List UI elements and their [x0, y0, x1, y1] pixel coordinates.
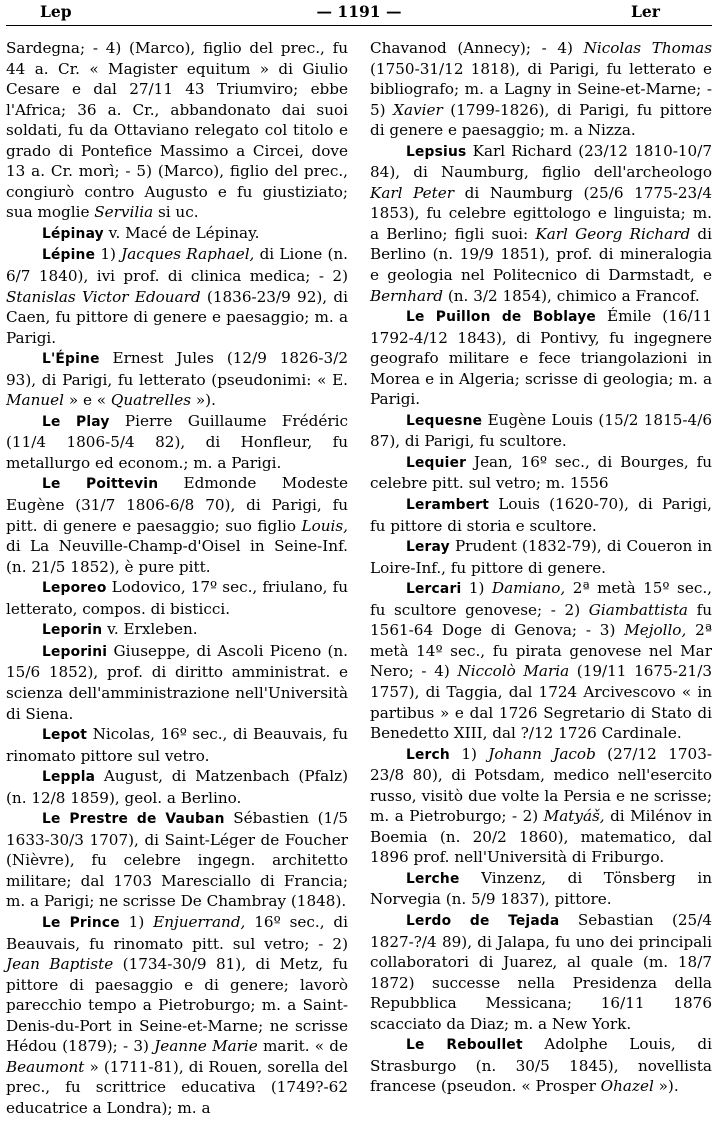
entry-text: 1)	[119, 912, 154, 931]
entry-text: (1750-31/12 1818), di Parigi, fu letterato e bibliografo; m. a Lagny in Seine-et-Marne; - 5)	[370, 59, 712, 119]
dictionary-entry	[370, 452, 712, 494]
dictionary-entry	[370, 410, 712, 452]
entry-text: » e «	[64, 391, 111, 410]
entry-text: (27/12 1703-23/8 80), di Potsdam, medico nell'esercito russo, visitò due volte la Persia e ne scrisse; m. a Pietroburgo; - 2)	[370, 744, 712, 826]
entry-headword: Lépine	[42, 247, 96, 264]
dictionary-entry	[370, 141, 712, 306]
dictionary-entry	[6, 244, 348, 348]
italic-name: Damiano,	[491, 579, 566, 598]
italic-name: Niccolò Maria	[457, 662, 570, 681]
entry-text: si uc.	[153, 203, 199, 222]
entry-text: Ernest Jules (12/9 1826-3/2 93), di Parigi, fu letterato (pseudonimi: « E.	[6, 349, 348, 389]
entry-headword: Lequier	[406, 454, 467, 471]
entry-headword: Leporini	[42, 643, 108, 660]
entry-text: (1836-23/9 92), di Caen, fu pittore di genere e paesaggio; m. a Parigi.	[6, 287, 348, 347]
entry-text: (1734-30/9 81), di Metz, fu pittore di paesaggio e di genere; lavorò parecchio tempo a Pietroburgo; m. a Saint-Denis-du-Port in Seine-et-Marne; ne scrisse Hédou (1879); - 3)	[6, 955, 348, 1056]
italic-name: Mejollo,	[624, 621, 687, 640]
entry-text: v. Macé de Lépinay.	[103, 223, 260, 242]
entry-text: Karl Richard (23/12 1810-10/7 84), di Naumburg, figlio dell'archeologo	[370, 141, 712, 182]
entry-headword: Lequesne	[406, 412, 483, 429]
italic-name: Manuel	[6, 391, 65, 410]
entry-headword: Le Puillon de Boblaye	[406, 309, 596, 326]
entry-text: »).	[653, 1077, 679, 1096]
entry-text: 1)	[461, 579, 492, 598]
entry-text: (n. 3/2 1854), chimico a Francof.	[443, 286, 700, 305]
page-number: — 1191 —	[316, 2, 402, 21]
entry-text: (1799-1826), di Parigi, fu pittore di genere e paesaggio; m. a Nizza.	[370, 100, 712, 140]
entry-headword: Lercari	[406, 581, 462, 598]
entry-text: Jean, 16º sec., di Bourges, fu celebre pitt. sul vetro; m. 1556	[370, 452, 712, 493]
entry-text: Chavanod (Annecy); - 4)	[370, 39, 584, 57]
entry-text: Lodovico, 17º sec., friulano, fu letterato, compos. di bisticci.	[6, 578, 348, 618]
entry-text: August, di Matzenbach (Pfalz) (n. 12/8 1859), geol. a Berlino.	[6, 767, 348, 807]
entry-text: di Milénov in Boemia (n. 20/2 1860), matematico, dal 1896 prof. nell'Università di Friburgo.	[370, 807, 712, 867]
dictionary-entry	[6, 223, 348, 245]
entry-headword: Le Prestre de Vauban	[42, 811, 225, 828]
entry-text: Sardegna; - 4) (Marco), figlio del prec., fu 44 a. Cr. « Magister equitum » di Giulio Cesare e dal 27/11 43 Triumviro; ebbe l'Africa; 36 a. Cr., abbandonato dai suoi soldati, fu da Ottaviano relegato col titolo e grado di Pontefice Massimo a Circei, dove 13 a. Cr. morì; - 5) (Marco), figlio del prec., congiurò contro Augusto e fu giustiziato; sua moglie	[6, 39, 348, 222]
entry-text: fu 1561-64 Doge di Genova; - 3)	[370, 600, 713, 640]
entry-text: Adolphe Louis, di Strasburgo (n. 30/5 1845), novellista francese (pseudon. « Prosper	[370, 1035, 713, 1096]
entry-text: Sebastian (25/4 1827-?/4 89), di Jalapa, fu uno dei principali collaboratori di Juarez, al quale (m. 18/7 1872) successe nella Presidenza della Repubblica Messicana; 16/11 1876 scacciato da Diaz; m. a New York.	[370, 910, 712, 1033]
italic-name: Jacques Raphael,	[121, 245, 255, 264]
entry-text: v. Erxleben.	[102, 620, 198, 639]
entry-text: 2ª metà 15º sec., fu scultore genovese; - 2)	[370, 579, 712, 619]
entry-text: 1)	[449, 744, 489, 763]
entry-headword: Lerambert	[406, 497, 490, 514]
dictionary-entry	[6, 808, 348, 912]
dictionary-entry	[6, 724, 348, 766]
dictionary-entry	[370, 744, 712, 868]
dictionary-entry	[370, 306, 712, 410]
left-column	[6, 38, 348, 1133]
entry-headword: Lerche	[406, 870, 460, 887]
entry-text: »).	[191, 391, 216, 410]
entry-headword: Lepsius	[406, 143, 467, 160]
entry-text: » (1711-81), di Rouen, sorella del prec., fu scrittrice educativa (1749?-62 educatrice a Londra); m. a	[6, 1057, 348, 1117]
entry-text: di Berlino (n. 19/9 1851), prof. di mineralogia e geologia nel Politecnico di Darmstadt, e	[370, 224, 712, 285]
entry-headword: L'Épine	[42, 351, 100, 368]
entry-text: (19/11 1675-21/3 1757), di Taggia, dal 1724 Arcivescovo « in partibus » e dal 1726 Segretario di Stato di Benedetto XIII, dal ?/12 1726 Cardinale.	[370, 662, 712, 743]
entry-text: Giuseppe, di Ascoli Piceno (n. 15/6 1852), prof. di diritto amministrat. e scienza dell'amministrazione nell'Università di Siena.	[6, 641, 348, 723]
entry-text: di Naumburg (25/6 1775-23/4 1853), fu celebre egittologo e linguista; m. a Berlino; figli suoi:	[370, 183, 712, 243]
italic-name: Nicolas Thomas	[583, 39, 713, 57]
entry-text: di Lione (n. 6/7 1840), ivi prof. di clinica medica; - 2)	[6, 245, 348, 286]
entry-text: Prudent (1832-79), di Coueron in Loire-Inf., fu pittore di genere.	[370, 537, 712, 577]
dictionary-entry	[6, 912, 348, 1118]
entry-text: marit. « de	[257, 1037, 348, 1056]
italic-name: Ohazel	[600, 1077, 654, 1096]
italic-name: Beaumont	[6, 1057, 85, 1076]
entry-text: Nicolas, 16º sec., di Beauvais, fu rinomato pittore sul vetro.	[6, 725, 348, 765]
dictionary-entry	[6, 473, 348, 577]
italic-name: Jeanne Marie	[154, 1037, 258, 1056]
entry-text: Sébastien (1/5 1633-30/3 1707), di Saint-Léger de Foucher (Nièvre), fu celebre ingegn. architetto militare; dal 1703 Maresciallo di Francia; m. a Parigi; ne scrisse De Chambray (1848).	[6, 809, 348, 911]
entry-text: Vinzenz, di Tönsberg in Norvegia (n. 5/9 1837), pittore.	[370, 868, 712, 909]
entry-headword: Le Prince	[42, 914, 120, 931]
dictionary-entry	[6, 411, 348, 474]
dictionary-entry	[6, 348, 348, 411]
entry-headword: Le Play	[42, 413, 110, 430]
entry-headword: Lerdo de Tejada	[406, 912, 560, 929]
entry-headword: Leray	[406, 539, 450, 556]
entry-text: Edmonde Modeste Eugène (31/7 1806-6/8 70), di Parigi, fu pitt. di genere e paesaggio; suo figlio	[6, 474, 348, 535]
header-right-guide-word: Ler	[631, 2, 660, 21]
entry-text: 2ª metà 14º sec., fu pirata genovese nel Mar Nero; - 4)	[370, 621, 712, 681]
dictionary-entry	[6, 577, 348, 619]
entry-headword: Le Reboullet	[406, 1037, 523, 1054]
entry-headword: Leporeo	[42, 580, 107, 597]
dictionary-entry	[370, 1034, 712, 1097]
italic-name: Karl Peter	[370, 183, 455, 202]
entry-text: Eugène Louis (15/2 1815-4/6 87), di Parigi, fu scultore.	[370, 410, 712, 451]
dictionary-entry	[6, 619, 348, 641]
dictionary-entry	[370, 578, 712, 743]
entry-text: Louis (1620-70), di Parigi, fu pittore di storia e scultore.	[370, 495, 712, 535]
entry-text: 16º sec., di Beauvais, fu rinomato pitt. sul vetro; - 2)	[6, 912, 348, 953]
italic-name: Servilia	[94, 203, 154, 222]
continuation-text	[6, 38, 348, 223]
italic-name: Enjuerrand,	[153, 912, 246, 931]
right-column	[370, 38, 712, 1133]
dictionary-entry	[370, 868, 712, 910]
dictionary-entry	[370, 910, 712, 1034]
dictionary-entry	[370, 494, 712, 536]
italic-name: Giambattista	[588, 600, 688, 619]
header-left-guide-word: Lep	[40, 2, 72, 21]
header-rule	[6, 25, 712, 26]
entry-text: Pierre Guillaume Frédéric (11/4 1806-5/4 82), di Honfleur, fu metallurgo ed econom.; m. a Parigi.	[6, 411, 349, 472]
italic-name: Bernhard	[370, 286, 444, 305]
entry-headword: Lepot	[42, 727, 88, 744]
entry-headword: Le Poittevin	[42, 476, 159, 493]
dictionary-entry	[6, 766, 348, 808]
entry-text: Émile (16/11 1792-4/12 1843), di Pontivy, fu ingegnere geografo militare e fece triangolazioni in Morea e in Algeria; scrisse di geologia; m. a Parigi.	[370, 307, 712, 409]
continuation-text	[370, 38, 712, 141]
italic-name: Matyáš,	[543, 807, 605, 826]
italic-name: Xavier	[393, 100, 443, 119]
italic-name: Louis,	[301, 516, 348, 535]
entry-headword: Leporin	[42, 622, 103, 639]
italic-name: Jean Baptiste	[6, 955, 114, 974]
dictionary-entry	[370, 536, 712, 578]
italic-name: Karl Georg Richard	[535, 224, 691, 243]
entry-text: di La Neuville-Champ-d'Oisel in Seine-Inf. (n. 21/5 1852), è pure pitt.	[6, 537, 348, 576]
italic-name: Johann Jacob	[488, 744, 596, 763]
entry-headword: Lépinay	[42, 225, 104, 242]
entry-headword: Lerch	[406, 746, 450, 763]
italic-name: Stanislas Victor Edouard	[6, 287, 201, 306]
entry-headword: Leppla	[42, 769, 96, 786]
page-header	[0, 0, 718, 26]
entry-text: 1)	[95, 245, 122, 264]
italic-name: Quatrelles	[110, 391, 192, 410]
dictionary-entry	[6, 641, 348, 724]
